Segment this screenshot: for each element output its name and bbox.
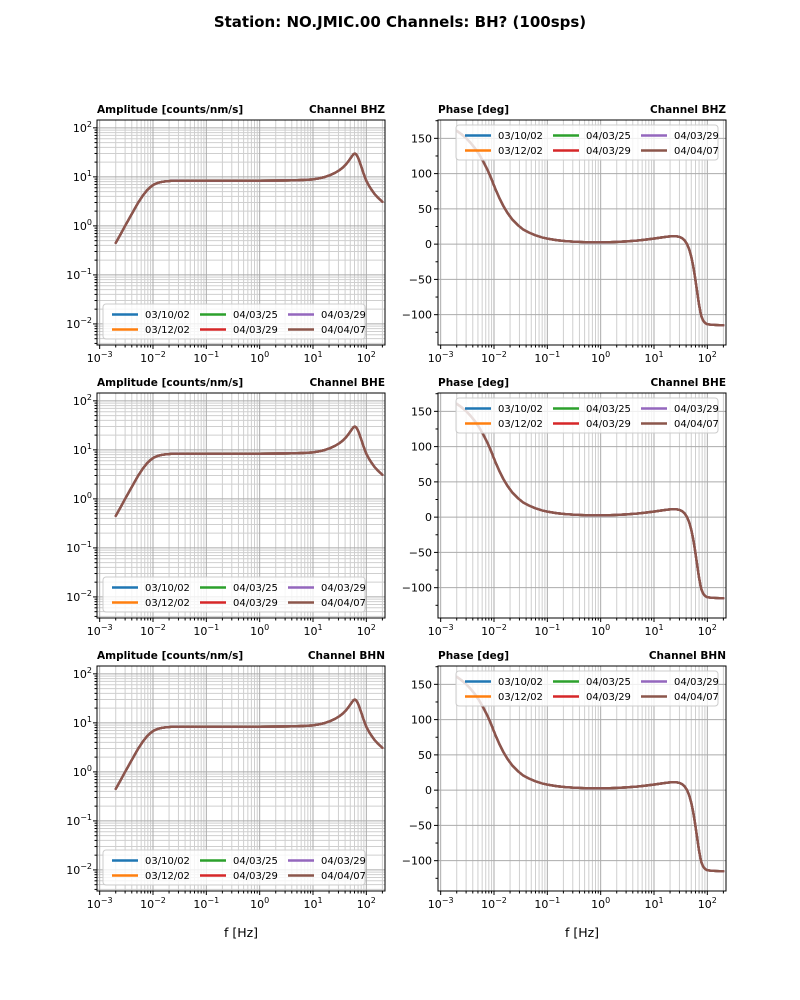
y-tick-label: −50 [408, 273, 432, 287]
subplot-amplitude-bhz [42, 98, 395, 403]
x-tick-label: $10^1$ [303, 623, 323, 638]
x-tick-label: $10^0$ [591, 350, 611, 365]
y-tick-label: −100 [401, 581, 432, 595]
legend-label: 04/04/07 [674, 419, 719, 430]
x-tick-label: $10^1$ [644, 896, 664, 911]
subplot-title-right: Channel BHZ [650, 104, 726, 116]
y-tick-label: $10^2$ [72, 119, 92, 135]
y-tick-label: $10^{-1}$ [66, 539, 92, 555]
y-tick-label: $10^{-2}$ [66, 588, 92, 604]
y-tick-label: 50 [418, 475, 432, 489]
x-axis-label: f [Hz] [223, 925, 259, 940]
legend-label: 04/03/29 [674, 131, 719, 142]
legend-label: 04/03/25 [586, 404, 631, 415]
x-tick-label: $10^0$ [250, 623, 270, 638]
x-tick-label: $10^{-2}$ [140, 623, 166, 638]
legend-label: 04/03/29 [586, 419, 631, 430]
y-tick-label: 100 [411, 167, 432, 181]
response-curve-04/04/07 [116, 427, 383, 516]
y-tick-label: 0 [425, 511, 432, 525]
legend-label: 04/03/25 [586, 131, 631, 142]
x-tick-label: $10^1$ [303, 350, 323, 365]
y-tick-label: −100 [401, 854, 432, 868]
legend-label: 04/03/25 [233, 856, 278, 867]
legend-label: 04/03/29 [321, 583, 366, 594]
x-tick-label: $10^{-3}$ [86, 896, 113, 911]
subplot-phase-bhz [383, 98, 736, 403]
legend-label: 03/12/02 [145, 871, 190, 882]
subplot-title-left: Amplitude [counts/nm/s] [97, 104, 244, 116]
plot-canvas-bhe-phase [383, 371, 736, 672]
x-tick-label: $10^{-2}$ [481, 896, 507, 911]
y-tick-label: 150 [411, 132, 432, 146]
y-tick-label: $10^{-2}$ [66, 861, 92, 877]
plot-canvas-bhe-amplitude [42, 371, 395, 672]
y-tick-label: $10^0$ [72, 763, 92, 779]
subplot-phase-bhn [383, 644, 736, 949]
legend-label: 03/10/02 [498, 131, 543, 142]
legend-label: 03/10/02 [145, 856, 190, 867]
x-tick-label: $10^{-2}$ [140, 350, 166, 365]
figure-title: Station: NO.JMIC.00 Channels: BH? (100sps) [213, 13, 587, 31]
plot-canvas-bhz-phase [383, 98, 736, 399]
y-tick-label: 50 [418, 748, 432, 762]
response-curves [116, 427, 383, 516]
legend [456, 398, 719, 433]
legend-label: 04/03/29 [233, 871, 278, 882]
subplot-title-right: Channel BHE [650, 377, 726, 389]
legend [456, 125, 719, 160]
legend-label: 03/12/02 [498, 419, 543, 430]
legend-label: 04/04/07 [674, 146, 719, 157]
x-tick-label: $10^0$ [591, 896, 611, 911]
y-tick-label: −50 [408, 819, 432, 833]
y-tick-label: $10^1$ [72, 714, 92, 730]
subplot-title-right: Channel BHE [309, 377, 385, 389]
legend-label: 04/04/07 [321, 871, 366, 882]
legend-label: 04/03/29 [321, 310, 366, 321]
legend-label: 04/03/29 [586, 146, 631, 157]
x-tick-label: $10^{-3}$ [86, 350, 113, 365]
y-tick-label: $10^0$ [72, 217, 92, 233]
legend-label: 03/12/02 [498, 146, 543, 157]
x-tick-label: $10^{-1}$ [193, 896, 220, 911]
x-tick-label: $10^{-1}$ [534, 896, 561, 911]
x-tick-label: $10^2$ [697, 623, 717, 638]
subplot-title-right: Channel BHN [307, 650, 385, 662]
y-tick-label: 100 [411, 440, 432, 454]
legend-label: 04/03/25 [233, 310, 278, 321]
legend-label: 04/03/25 [233, 583, 278, 594]
y-tick-label: $10^1$ [72, 441, 92, 457]
x-tick-label: $10^2$ [356, 623, 376, 638]
y-tick-label: $10^1$ [72, 168, 92, 184]
legend [103, 577, 366, 612]
legend-label: 03/12/02 [145, 598, 190, 609]
y-tick-label: 100 [411, 713, 432, 727]
x-tick-label: $10^2$ [356, 896, 376, 911]
response-curves [116, 700, 383, 789]
legend-label: 03/10/02 [498, 404, 543, 415]
legend-label: 04/04/07 [674, 692, 719, 703]
y-tick-label: $10^2$ [72, 392, 92, 408]
legend [103, 850, 366, 885]
legend-label: 04/03/29 [321, 856, 366, 867]
subplot-amplitude-bhe [42, 371, 395, 676]
subplot-title-left: Amplitude [counts/nm/s] [97, 650, 244, 662]
legend [103, 304, 366, 339]
legend-label: 04/03/29 [233, 325, 278, 336]
x-tick-label: $10^2$ [697, 896, 717, 911]
x-tick-label: $10^0$ [250, 896, 270, 911]
y-tick-label: 50 [418, 202, 432, 216]
subplot-title-left: Phase [deg] [438, 104, 510, 116]
subplot-phase-bhe [383, 371, 736, 676]
x-tick-label: $10^{-1}$ [193, 623, 220, 638]
legend [456, 671, 719, 706]
y-tick-label: 0 [425, 784, 432, 798]
legend-label: 04/03/29 [233, 598, 278, 609]
plot-canvas-bhn-phase [383, 644, 736, 945]
x-tick-label: $10^{-3}$ [427, 350, 454, 365]
y-tick-label: $10^{-1}$ [66, 266, 92, 282]
legend-label: 03/12/02 [498, 692, 543, 703]
y-tick-label: 150 [411, 405, 432, 419]
x-tick-label: $10^{-1}$ [193, 350, 220, 365]
y-tick-label: −100 [401, 308, 432, 322]
subplot-title-right: Channel BHN [648, 650, 726, 662]
x-tick-label: $10^{-1}$ [534, 623, 561, 638]
legend-label: 03/10/02 [145, 583, 190, 594]
legend-label: 04/03/29 [674, 677, 719, 688]
x-tick-label: $10^{-2}$ [140, 896, 166, 911]
x-tick-label: $10^{-3}$ [86, 623, 113, 638]
plot-canvas-bhn-amplitude [42, 644, 395, 945]
response-curve-04/04/07 [116, 154, 383, 243]
x-tick-label: $10^1$ [644, 350, 664, 365]
subplot-title-right: Channel BHZ [309, 104, 385, 116]
x-tick-label: $10^1$ [644, 623, 664, 638]
x-tick-label: $10^0$ [591, 623, 611, 638]
y-tick-label: $10^0$ [72, 490, 92, 506]
x-tick-label: $10^{-1}$ [534, 350, 561, 365]
y-tick-label: 150 [411, 678, 432, 692]
y-tick-label: −50 [408, 546, 432, 560]
subplot-title-left: Phase [deg] [438, 377, 510, 389]
legend-label: 04/04/07 [321, 598, 366, 609]
x-tick-label: $10^{-3}$ [427, 623, 454, 638]
y-tick-label: $10^{-2}$ [66, 315, 92, 331]
y-tick-label: 0 [425, 238, 432, 252]
x-tick-label: $10^2$ [697, 350, 717, 365]
x-tick-label: $10^{-3}$ [427, 896, 454, 911]
subplot-amplitude-bhn [42, 644, 395, 949]
response-curve-04/04/07 [116, 700, 383, 789]
x-tick-label: $10^0$ [250, 350, 270, 365]
x-tick-label: $10^{-2}$ [481, 350, 507, 365]
x-axis-label: f [Hz] [564, 925, 600, 940]
x-tick-label: $10^{-2}$ [481, 623, 507, 638]
subplot-title-left: Phase [deg] [438, 650, 510, 662]
y-tick-label: $10^2$ [72, 665, 92, 681]
y-tick-label: $10^{-1}$ [66, 812, 92, 828]
x-tick-label: $10^2$ [356, 350, 376, 365]
legend-label: 03/12/02 [145, 325, 190, 336]
plot-canvas-bhz-amplitude [42, 98, 395, 399]
subplot-title-left: Amplitude [counts/nm/s] [97, 377, 244, 389]
legend-label: 04/03/25 [586, 677, 631, 688]
legend-label: 03/10/02 [498, 677, 543, 688]
response-curves [116, 154, 383, 243]
legend-label: 04/03/29 [586, 692, 631, 703]
legend-label: 04/03/29 [674, 404, 719, 415]
legend-label: 03/10/02 [145, 310, 190, 321]
x-tick-label: $10^1$ [303, 896, 323, 911]
legend-label: 04/04/07 [321, 325, 366, 336]
